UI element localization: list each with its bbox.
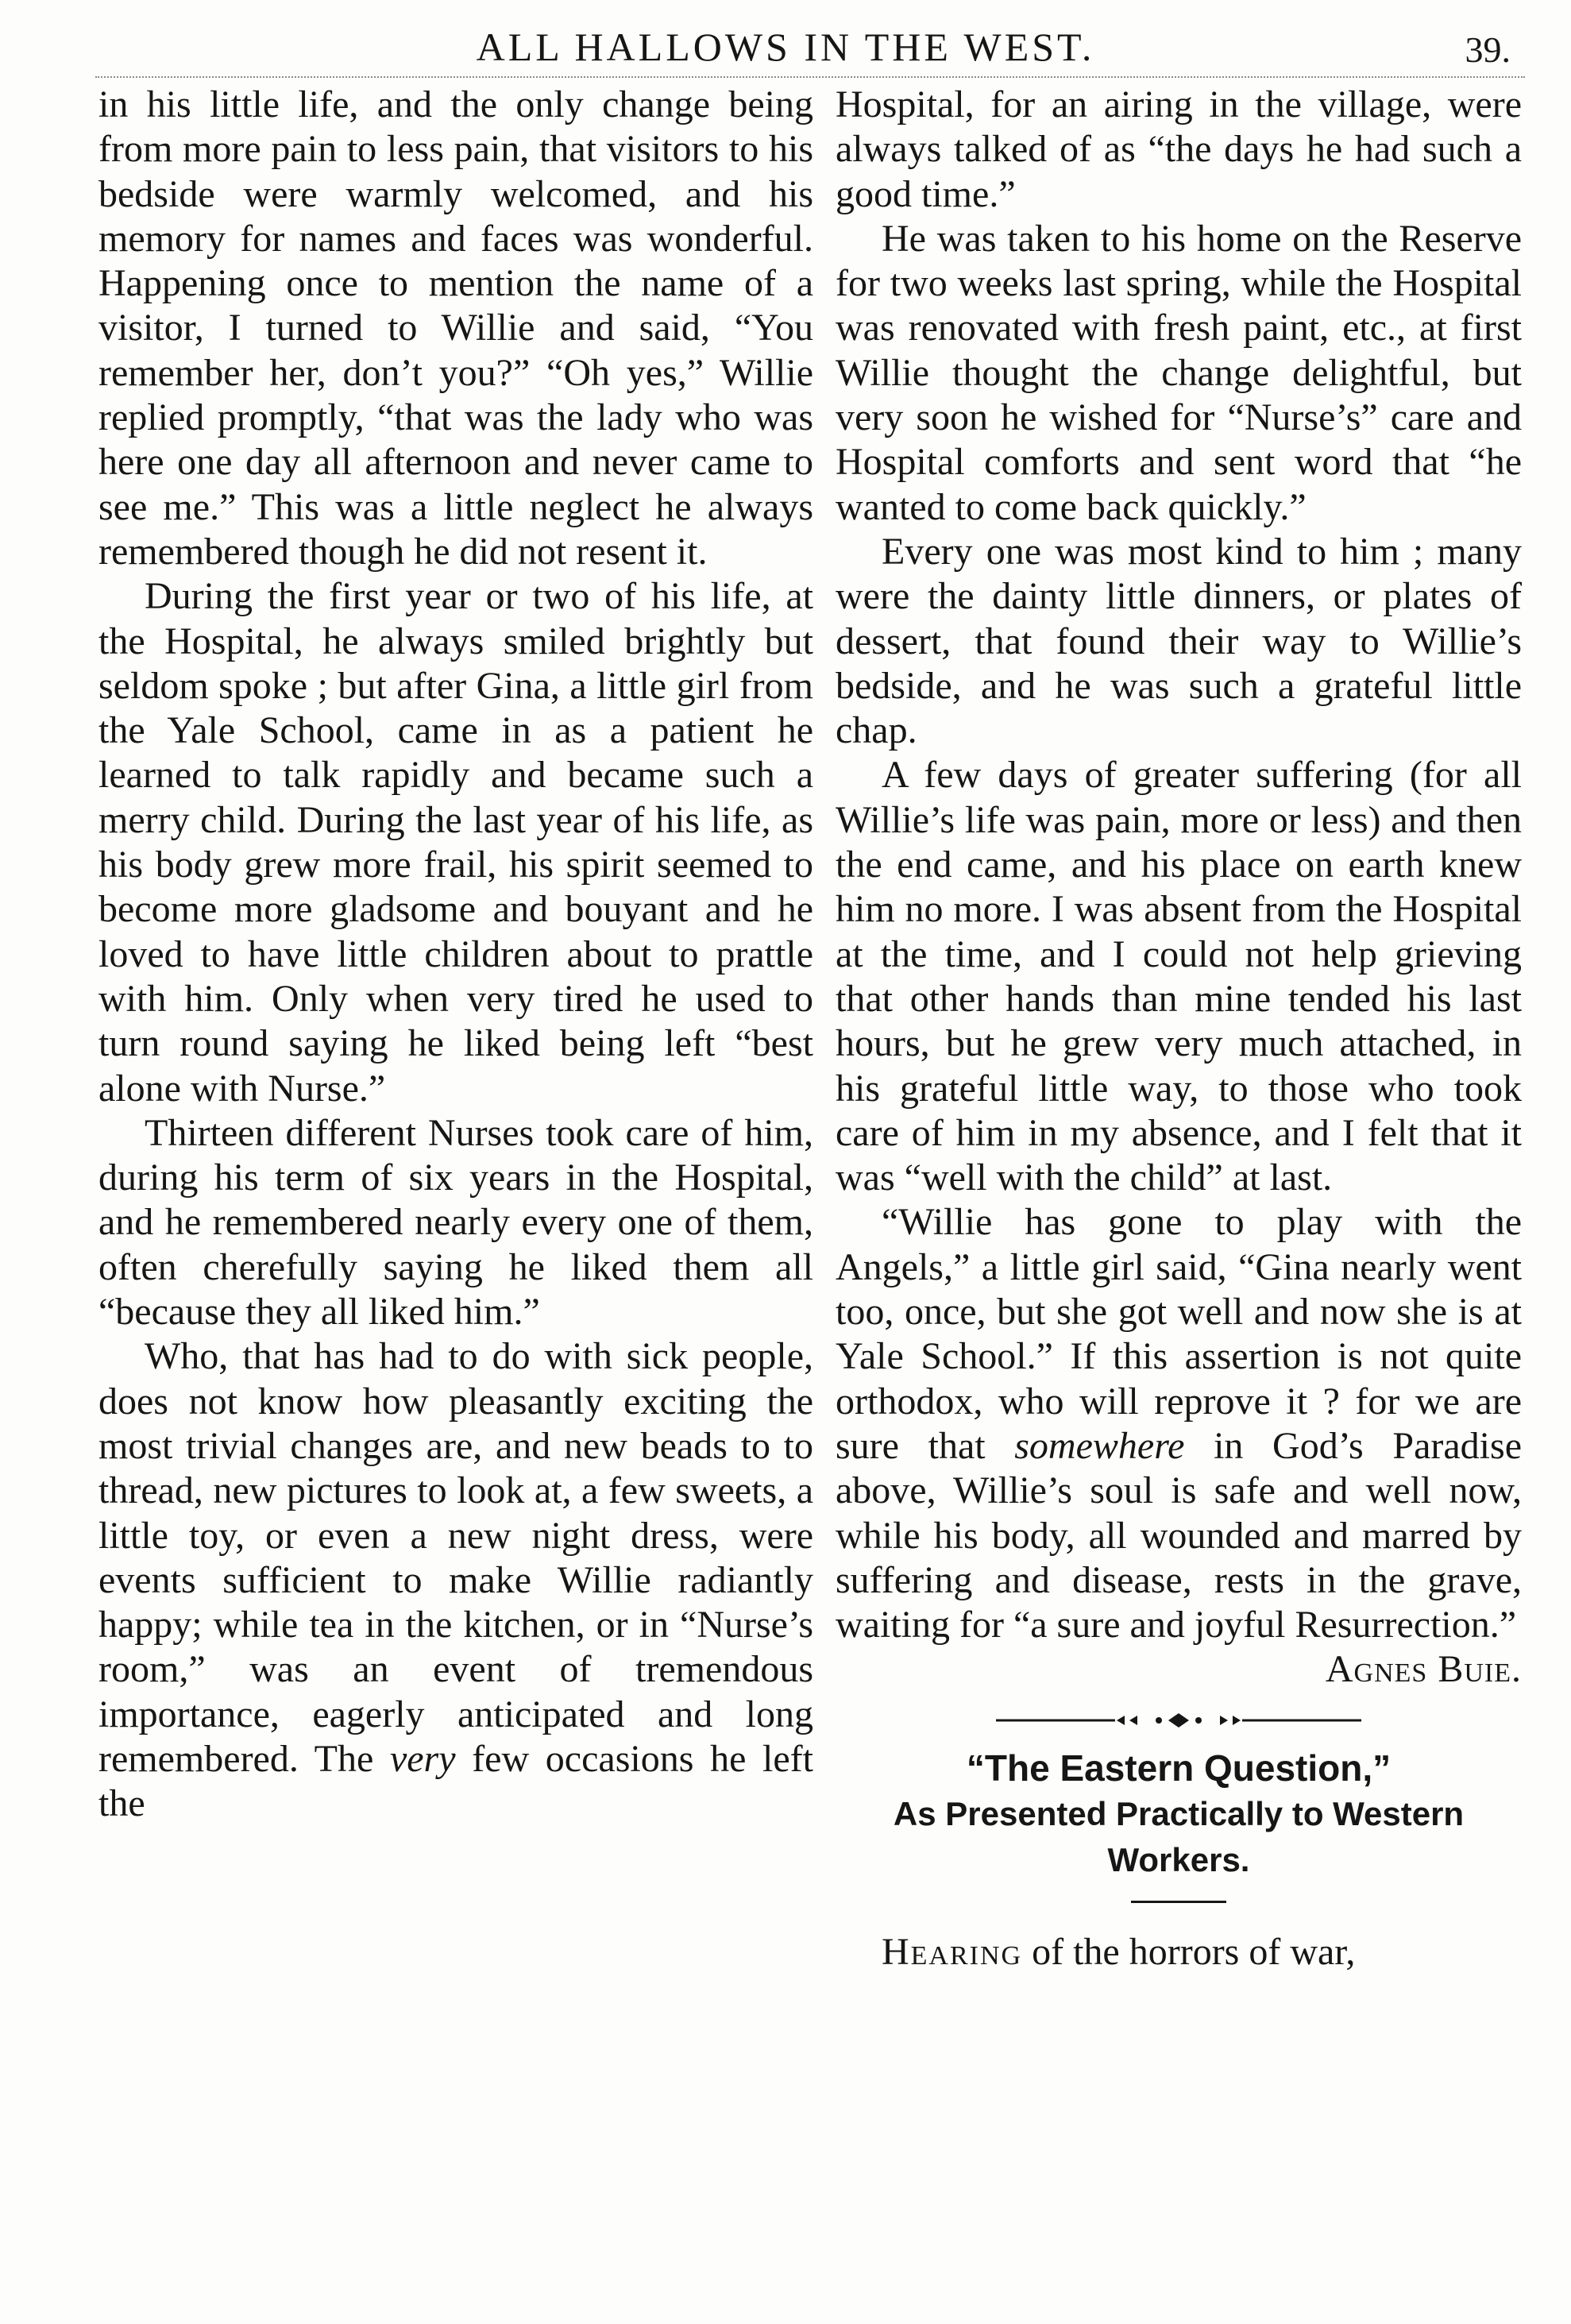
- paragraph: [98, 1334, 813, 1826]
- text-run: “Willie has gone to play with the Angels,” a little girl said, “Gina nearly went too, once, but she got well and now she is at Yale School.” If this assertion is not quite orthodox, who will reprove it ? for we are sure that: [836, 1201, 1522, 1467]
- text-run: of the horrors of war,: [1022, 1930, 1356, 1973]
- paragraph: During the first year or two of his life, at the Hospital, he always smiled brightly but seldom spoke ; but after Gina, a little girl from the Yale School, came in as a patient he learned to talk rapidly and became such a merry child. During the last year of his life, as his body grew more frail, his spirit seemed to become more gladsome and bouyant and he loved to have little children about to prattle with him. Only when very tired he used to turn round saying he liked being left “best alone with Nurse.”: [98, 575, 813, 1110]
- text-run: in God’s Paradise above, Willie’s soul is safe and well now, while his body, all wounded and marred by suffering and disease, rests in the grave, waiting for “a sure and joyful Resurrection.”: [836, 1424, 1522, 1646]
- author-signature: Agnes Buie.: [1325, 1648, 1522, 1691]
- paragraph: He was taken to his home on the Reserve for two weeks last spring, while the Hospital was renovated with fresh paint, etc., at first Willie thought the change delightful, but very soon he wished for “Nurse’s” care and Hospital comforts and sent word that “he wanted to come back quickly.”: [836, 217, 1522, 528]
- short-rule: [1131, 1901, 1226, 1903]
- paragraph: [836, 1930, 1522, 1975]
- running-title: ALL HALLOWS IN THE WEST.: [476, 25, 1095, 69]
- paragraph: Thirteen different Nurses took care of him, during his term of six years in the Hospital, and he remembered nearly every one of them, often cherefully saying he liked them all “because they all liked him.”: [98, 1111, 813, 1334]
- paragraph: A few days of greater suffering (for all Willie’s life was pain, more or less) and then the end came, and his place on earth knew him no more. I was absent from the Hospital at the time, and I could not help grieving that other hands than mine tended his last hours, but he grew very much attached, in his grateful little way, to those who took care of him in my absence, and I felt that it was “well with the child” at last.: [836, 754, 1522, 1199]
- right-column: [836, 83, 1522, 1975]
- paragraph: [836, 1200, 1522, 1647]
- paragraph: in his little life, and the only change being from more pain to less pain, that visitors to his bedside were warmly welcomed, and his memory for names and faces was wonderful. Happening once to mention the name of a visitor, I turned to Willie and said, “You remember her, don’t you?” “Oh yes,” Willie replied promptly, “that was the lady who was here one day all afternoon and never came to see me.” This was a little neglect he always remembered though he did not resent it.: [98, 83, 813, 573]
- page-header: [0, 0, 1571, 76]
- header-rule: [95, 76, 1525, 78]
- paragraph: Every one was most kind to him ; many were the dainty little dinners, or plates of dessert, that found their way to Willie’s bedside, and he was such a grateful little chap.: [836, 530, 1522, 752]
- section-subtitle: As Presented Practically to Western Workers.: [893, 1794, 1465, 1878]
- left-column: [98, 83, 813, 1827]
- italic-text: very: [389, 1737, 456, 1780]
- page-number: 39.: [1465, 29, 1511, 70]
- paragraph: Hospital, for an airing in the village, were always talked of as “the days he had such a good time.”: [836, 83, 1522, 215]
- italic-text: somewhere: [1014, 1424, 1185, 1467]
- section-title: “The Eastern Question,”: [966, 1747, 1392, 1789]
- text-run: few occasions he left the: [98, 1737, 813, 1825]
- ornamental-divider: [980, 1707, 1377, 1734]
- lead-small-caps: Hearing: [882, 1930, 1023, 1973]
- text-run: Who, that has had to do with sick people, does not know how pleasantly exciting the most trivial changes are, and new beads to to thread, new pictures to look at, a few sweets, a little toy, or even a new night dress, were events sufficient to make Willie radiantly happy; while tea in the kitchen, or in “Nurse’s room,” was an event of tremendous importance, eagerly anticipated and long remembered. The: [98, 1335, 813, 1780]
